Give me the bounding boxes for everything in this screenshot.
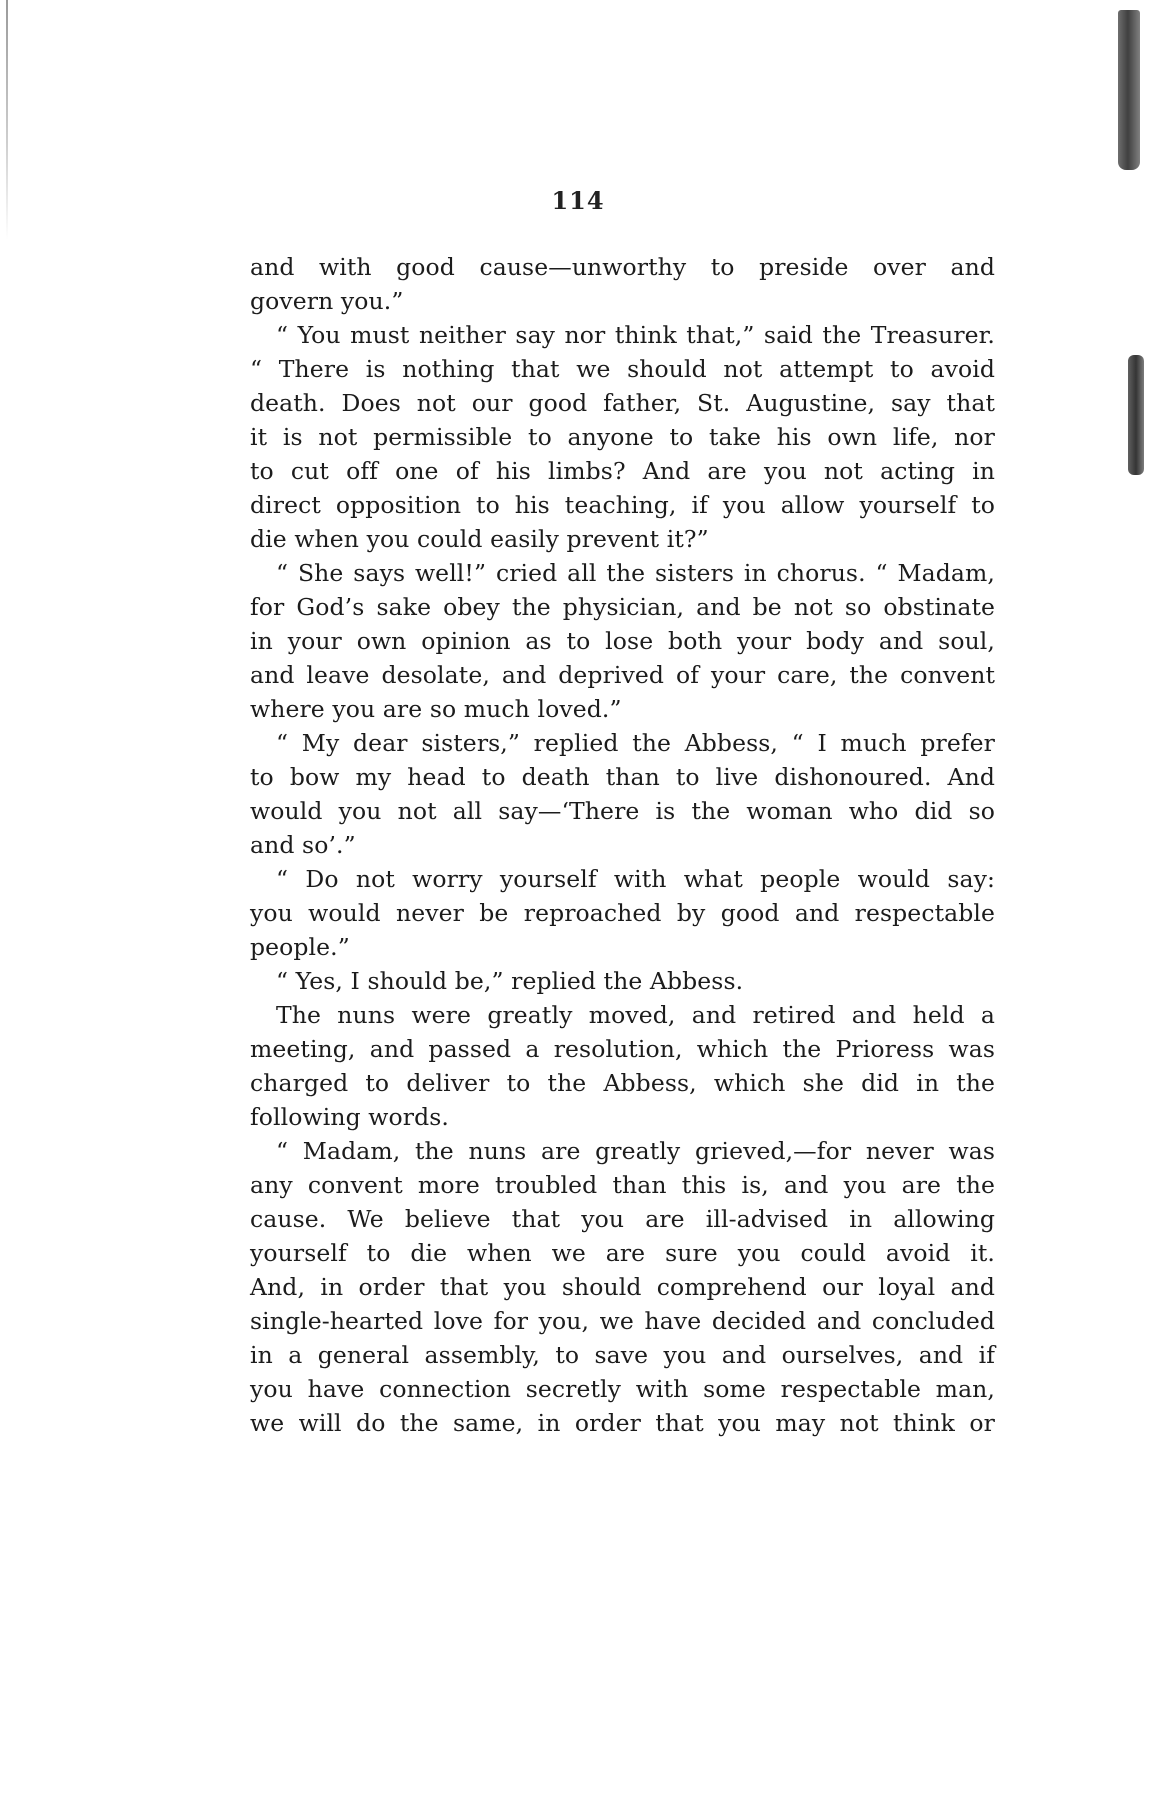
text-line: you have connection secretly with some respectable man, bbox=[250, 1375, 995, 1403]
text-line: and with good cause—unworthy to preside over and bbox=[250, 253, 995, 281]
text-line: cause. We believe that you are ill-advised in allowing bbox=[250, 1205, 995, 1233]
text-line: And, in order that you should comprehend our loyal and bbox=[250, 1273, 995, 1301]
text-line: in a general assembly, to save you and ourselves, and if bbox=[250, 1341, 995, 1369]
text-line: “ Do not worry yourself with what people would say: bbox=[276, 865, 995, 893]
body-text bbox=[250, 250, 995, 1440]
text-line: meeting, and passed a resolution, which the Prioress was bbox=[250, 1035, 995, 1063]
text-line: single-hearted love for you, we have decided and concluded bbox=[250, 1307, 995, 1335]
text-line: “ She says well!” cried all the sisters in chorus. “ Madam, bbox=[276, 559, 995, 587]
binding-mark-top bbox=[1118, 10, 1140, 170]
text-line: “ Madam, the nuns are greatly grieved,—for never was bbox=[276, 1137, 995, 1165]
text-line: yourself to die when we are sure you could avoid it. bbox=[250, 1239, 995, 1267]
text-line: and so’.” bbox=[250, 831, 356, 859]
text-line: and leave desolate, and deprived of your care, the convent bbox=[250, 661, 995, 689]
text-line: to bow my head to death than to live dishonoured. And bbox=[250, 763, 995, 791]
text-line: following words. bbox=[250, 1103, 449, 1131]
text-line: you would never be reproached by good and respectable bbox=[250, 899, 995, 927]
text-line: “ There is nothing that we should not attempt to avoid bbox=[250, 355, 995, 383]
text-line: direct opposition to his teaching, if you allow yourself to bbox=[250, 491, 995, 519]
text-line: “ Yes, I should be,” replied the Abbess. bbox=[276, 967, 744, 995]
text-line: it is not permissible to anyone to take his own life, nor bbox=[250, 423, 995, 451]
text-line: any convent more troubled than this is, and you are the bbox=[250, 1171, 995, 1199]
page-number: 114 bbox=[551, 186, 605, 215]
text-line: “ You must neither say nor think that,” said the Treasurer. bbox=[276, 321, 995, 349]
text-line: would you not all say—‘There is the woman who did so bbox=[250, 797, 995, 825]
text-line: we will do the same, in order that you may not think or bbox=[250, 1409, 995, 1437]
text-line: people.” bbox=[250, 933, 350, 961]
text-line: “ My dear sisters,” replied the Abbess, “ I much prefer bbox=[276, 729, 995, 757]
text-line: to cut off one of his limbs? And are you not acting in bbox=[250, 457, 995, 485]
text-line: in your own opinion as to lose both your body and soul, bbox=[250, 627, 995, 655]
text-line: death. Does not our good father, St. Augustine, say that bbox=[250, 389, 995, 417]
text-line: die when you could easily prevent it?” bbox=[250, 525, 709, 553]
text-line: govern you.” bbox=[250, 287, 404, 315]
text-line: charged to deliver to the Abbess, which she did in the bbox=[250, 1069, 995, 1097]
binding-mark-middle bbox=[1128, 355, 1144, 475]
text-line: The nuns were greatly moved, and retired and held a bbox=[276, 1001, 995, 1029]
text-line: for God’s sake obey the physician, and be not so obstinate bbox=[250, 593, 995, 621]
text-line: where you are so much loved.” bbox=[250, 695, 622, 723]
